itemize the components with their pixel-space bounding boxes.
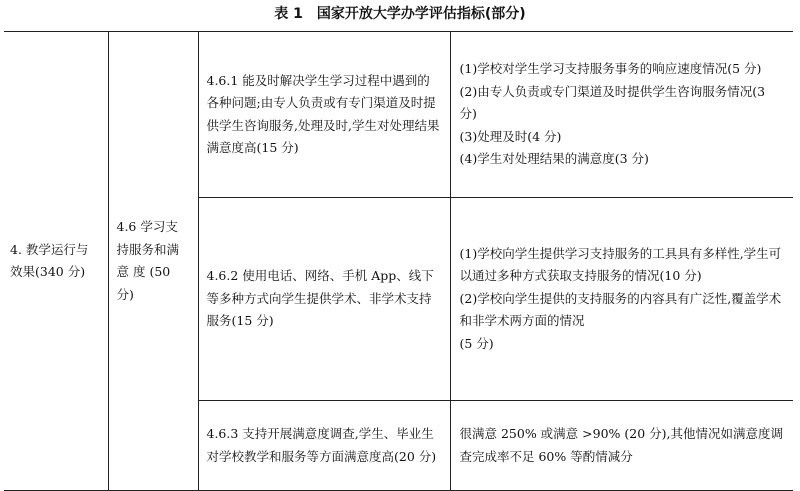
- criterion-item: (4)学生对处理结果的满意度(3 分): [459, 151, 649, 167]
- indicator-cell: [198, 198, 450, 401]
- criterion-item: (3)处理及时(4 分): [459, 128, 562, 144]
- criterion-item: (2)学校向学生提供的支持服务的内容具有广泛性,覆盖学术和非学术两方面的情况: [459, 290, 782, 329]
- table-caption: [0, 4, 800, 24]
- indicator-text: 4.6.1 能及时解决学生学习过程中遇到的各种问题;由专人负责或有专门渠道及时提供学生咨询服务,处理及时,学生对处理结果满意度高(15 分): [206, 72, 440, 155]
- level1-indicator-cell: [4, 32, 108, 491]
- level1-indicator: 4. 教学运行与效果(340 分): [10, 241, 89, 279]
- level2-indicator-cell: [108, 32, 198, 491]
- criterion-item: (1)学校对学生学习支持服务事务的响应速度情况(5 分): [459, 61, 762, 77]
- criterion-item: 很满意 250% 或满意 >90% (20 分),其他情况如满意度调查完成率不足 60% 等酌情减分: [459, 426, 783, 464]
- evaluation-table: [4, 31, 793, 491]
- criterion-item: (1)学校向学生提供学习支持服务的工具具有多样性,学生可以通过多种方式获取支持服务的情况(10 分): [459, 245, 782, 284]
- indicator-text: 4.6.3 支持开展满意度调查,学生、毕业生对学校教学和服务等方面满意度高(20 分): [206, 426, 437, 464]
- indicator-cell: [198, 401, 450, 491]
- indicator-cell: [198, 32, 450, 198]
- criteria-cell: [450, 198, 793, 401]
- criteria-cell: [450, 401, 793, 491]
- table-number: 表 1: [274, 6, 303, 22]
- criteria-cell: [450, 32, 793, 198]
- table-title: 国家开放大学办学评估指标(部分): [316, 6, 526, 22]
- criterion-item: (2)由专人负责或专门渠道及时提供学生咨询服务情况(3 分): [459, 83, 766, 122]
- level2-indicator: 4.6 学习支持服务和满意 度 (50 分): [116, 219, 180, 302]
- indicator-text: 4.6.2 使用电话、网络、手机 App、线下等多种方式向学生提供学术、非学术支持服务(15 分): [206, 268, 434, 329]
- table-row: [4, 32, 793, 198]
- criterion-item: (5 分): [459, 335, 494, 351]
